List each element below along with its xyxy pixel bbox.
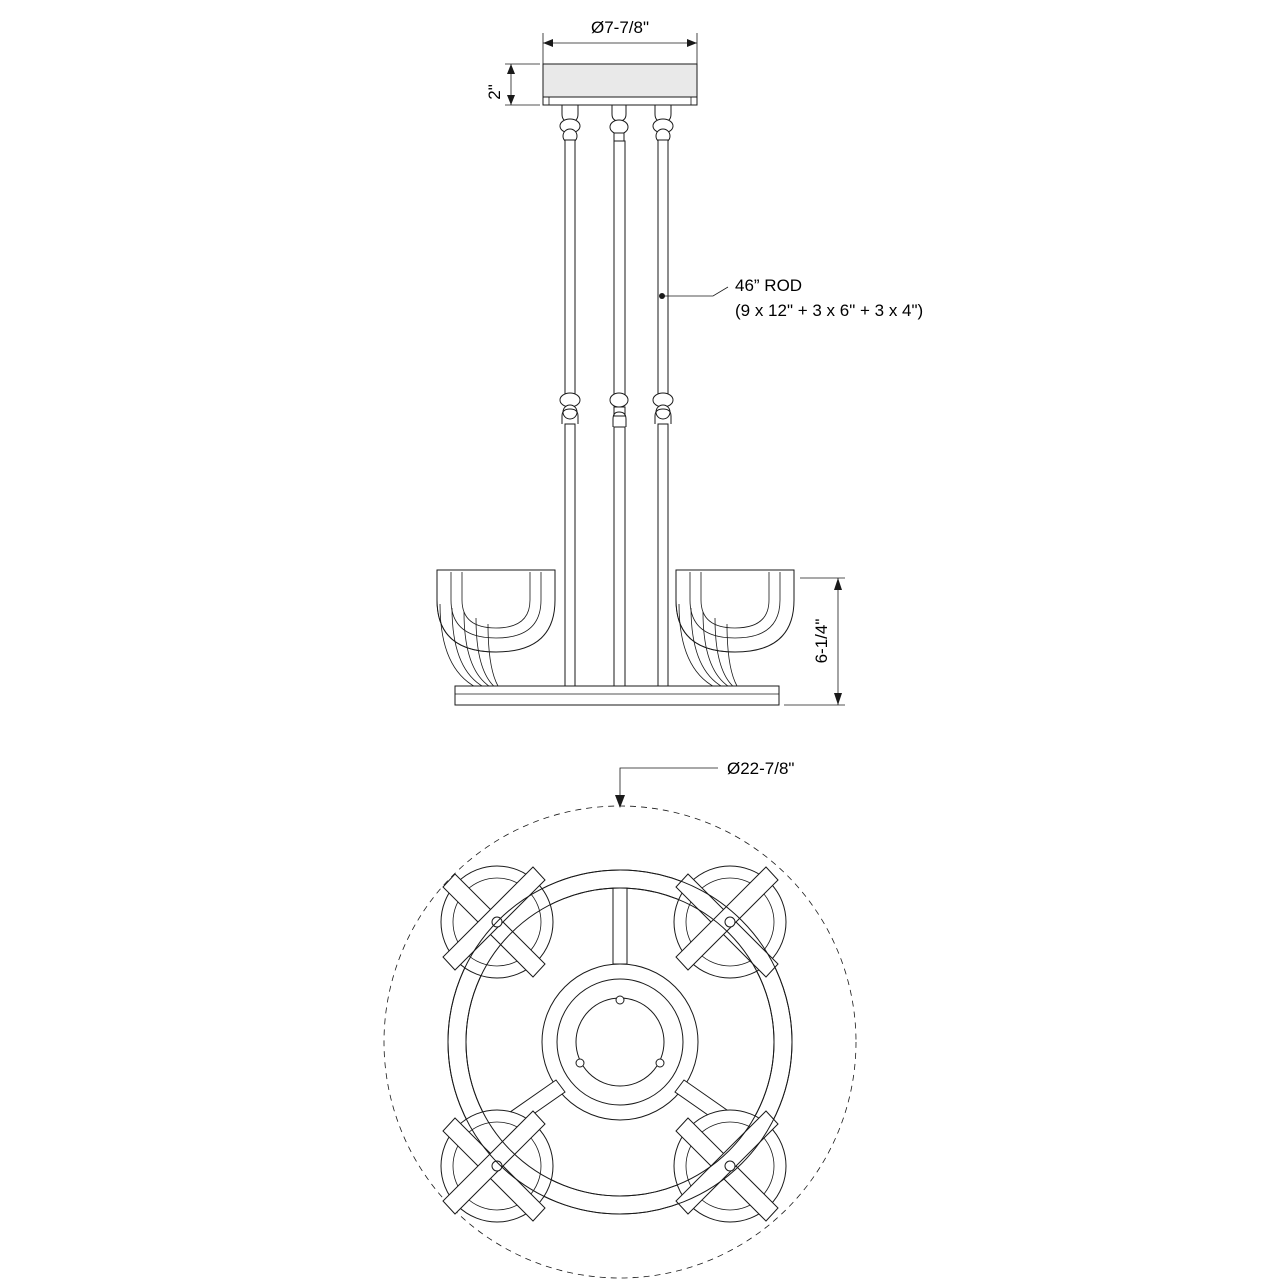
elevation-view xyxy=(437,18,923,705)
shade-left xyxy=(437,570,555,694)
overall-diameter-label: Ø22-7/8" xyxy=(727,759,795,778)
fixture-height-label: 6-1/4" xyxy=(812,618,831,664)
fixture-body-bar xyxy=(455,686,779,705)
canopy xyxy=(543,64,697,105)
rod-note-line2: (9 x 12" + 3 x 6" + 3 x 4") xyxy=(735,301,924,320)
canopy-height-label: 2" xyxy=(485,84,504,100)
shade-plan-bottom-left xyxy=(441,1110,553,1222)
shade-right xyxy=(676,570,794,694)
rod-hangers-top xyxy=(560,105,673,143)
canopy-diameter-label: Ø7-7/8" xyxy=(590,18,650,37)
rod-note-callout xyxy=(659,276,923,320)
canopy-height-dimension xyxy=(485,64,540,105)
rod-mid-connectors xyxy=(560,393,673,427)
rod-lower-segments xyxy=(565,424,668,686)
rod-note-line1: 46” ROD xyxy=(735,276,803,295)
center-hub xyxy=(542,964,698,1120)
shade-plan-top-right xyxy=(674,866,786,978)
plan-view xyxy=(384,759,856,1278)
canopy-diameter-dimension xyxy=(543,18,697,66)
rod-upper-segments xyxy=(565,140,668,396)
overall-diameter-dimension xyxy=(615,759,794,808)
